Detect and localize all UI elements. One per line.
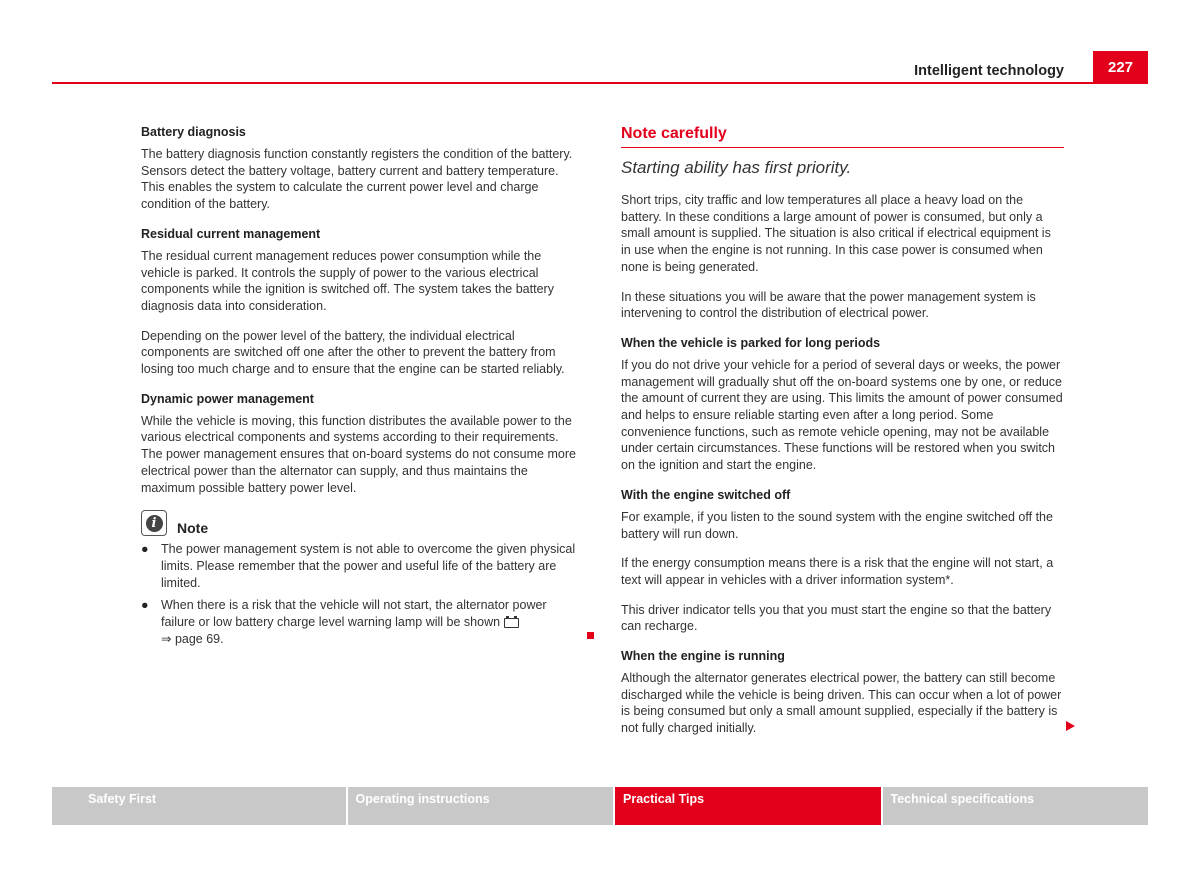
note-bullet-1: ● The power management system is not able to overcome the given physical limits. Please remember that the power and useful life of the battery are limited. [141,541,582,591]
header-divider [52,82,1148,84]
note-header [141,510,582,536]
intro-text-1: Short trips, city traffic and low temperatures all place a heavy load on the battery. In these conditions a large amount of power is consumed, but only a small amount is supplied. The situation is also critical if electrical equipment is in use when the engine is not running. In this case power is consumed when none is being generated. [621,193,1051,274]
engine-off-heading: With the engine switched off [621,487,791,502]
footer-tab-safety-first[interactable]: Safety First [52,787,346,825]
engine-off-text-3: This driver indicator tells you that you must start the engine so that the battery can recharge. [621,602,1052,634]
right-column [621,124,1064,750]
footer-tab-technical-specifications[interactable]: Technical specifications [883,787,1149,825]
note-bullet-1-text: The power management system is not able to overcome the given physical limits. Please remember that the power and useful life of the battery are limited. [161,542,576,590]
engine-running-text: Although the alternator generates electrical power, the battery can still become discharged while the vehicle is being driven. This can occur when a lot of power is being consumed but only a small amount supplied, especially if the battery is not fully charged initially. [621,671,1062,736]
residual-current-heading: Residual current management [141,226,321,241]
parked-text: If you do not drive your vehicle for a period of several days or weeks, the power management will gradually shut off the on-board systems one by one, or reduce the amount of current they are using. This limits the amount of power consumed and helps to ensure reliable starting even after a long period. Some convenience functions, such as remote vehicle opening, may not be available under certain circumstances. These functions will be restored when you switch on the ignition and start the engine. [621,357,1063,473]
note-carefully-title: Note carefully [621,125,1064,148]
dynamic-power-heading: Dynamic power management [141,391,314,406]
dynamic-power-text: While the vehicle is moving, this function distributes the available power to the various electrical components and systems according to their requirements. The power management ensures that on-board systems do not consume more electrical power than the alternator can supply, and thus maintains the maximum possible battery power level. [141,413,576,495]
note-carefully-subtitle: Starting ability has first priority. [621,158,852,177]
parked-heading: When the vehicle is parked for long periods [621,335,881,350]
engine-off-text-1: For example, if you listen to the sound system with the engine switched off the battery will run down. [621,509,1053,541]
page-reference-link[interactable]: ⇒ page 69. [161,631,224,646]
footer-tab-practical-tips[interactable]: Practical Tips [615,787,881,825]
continue-arrow-icon [1066,721,1075,731]
footer-nav [52,787,1148,825]
battery-warning-icon [504,618,519,628]
left-column [141,124,582,653]
page-number: 227 [1093,51,1148,84]
battery-diagnosis-heading: Battery diagnosis [141,125,246,139]
info-icon: i [141,510,167,536]
note-bullet-2: ● When there is a risk that the vehicle will not start, the alternator power failure or low battery charge level warning lamp will be shown ⇒ page 69. [141,598,547,646]
intro-text-2: In these situations you will be aware that the power management system is intervening to control the distribution of electrical power. [621,289,1036,321]
engine-running-heading: When the engine is running [621,649,785,664]
residual-current-text-1: The residual current management reduces power consumption while the vehicle is parked. It controls the supply of power to the various electrical components while the ignition is switched off. The system takes the battery diagnosis data into consideration. [141,248,554,313]
note-bullet-2-text: When there is a risk that the vehicle will not start, the alternator power failure or low battery charge level warning lamp will be shown [161,598,547,630]
footer-tab-operating-instructions[interactable]: Operating instructions [348,787,614,825]
section-title: Intelligent technology [914,63,1064,79]
engine-off-text-2: If the energy consumption means there is a risk that the engine will not start, a text will appear in vehicles with a driver information system*. [621,556,1054,587]
battery-diagnosis-text: The battery diagnosis function constantly registers the condition of the battery. Sensors detect the battery voltage, battery current and battery temperature. This enables the system to calculate the current power level and charge condition of the battery. [141,147,573,212]
note-label: Note [177,520,209,537]
section-end-marker [587,632,594,639]
residual-current-text-2: Depending on the power level of the battery, the individual electrical components are switched off one after the other to prevent the battery from losing too much charge and to ensure that the engine can be started reliably. [141,328,565,377]
